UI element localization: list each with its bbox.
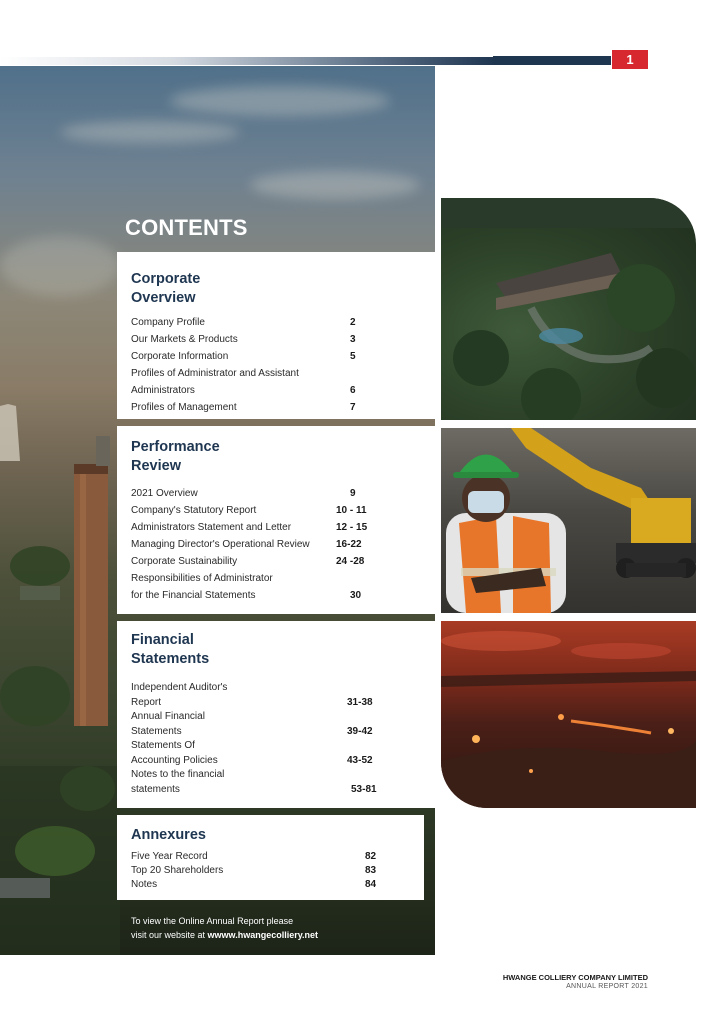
toc-entry-page: 9: [350, 488, 356, 499]
online-note-line2: [131, 928, 318, 942]
toc-entry-page: 53-81: [351, 784, 377, 795]
corporate-title-line1: Corporate: [131, 271, 201, 287]
contents-title: CONTENTS: [125, 215, 248, 240]
annexures-title: Annexures: [131, 827, 206, 843]
toc-entry-label: Managing Director's Operational Review: [131, 539, 310, 550]
toc-entry-label: Responsibilities of Administrator: [131, 573, 273, 584]
toc-entry-page: 24 -28: [336, 556, 365, 567]
toc-entry-label: Administrators: [131, 385, 195, 396]
online-report-note: [131, 914, 318, 942]
online-note-prefix: visit our website at: [131, 930, 208, 940]
toc-entry-label: 2021 Overview: [131, 488, 198, 499]
toc-entry-label: Company's Statutory Report: [131, 505, 257, 516]
toc-entry-page: 3: [350, 334, 356, 345]
toc-entry-label: Annual Financial: [131, 711, 205, 722]
toc-entry-label: Administrators Statement and Letter: [131, 522, 292, 533]
header-gradient-bar: [0, 57, 495, 65]
toc-entry-label: Corporate Sustainability: [131, 556, 238, 567]
online-note-line1: To view the Online Annual Report please: [131, 916, 294, 926]
miner-worker-photo: [441, 428, 696, 613]
annexures-panel: [117, 815, 424, 900]
toc-entry-label: statements: [131, 784, 180, 795]
financial-statements-panel: [117, 621, 435, 808]
toc-entry-label: Corporate Information: [131, 351, 229, 362]
toc-entry-page: 31-38: [347, 697, 373, 708]
toc-entry-page: 10 - 11: [336, 505, 367, 516]
performance-title-line1: Performance: [131, 439, 220, 455]
toc-entry-page: 12 - 15: [336, 522, 368, 533]
toc-entry-label: Statements Of: [131, 740, 195, 751]
toc-entry-label: Profiles of Management: [131, 402, 237, 413]
toc-entry-page: 6: [350, 385, 356, 396]
toc-entry-label: Statements: [131, 726, 182, 737]
toc-entry-label: Company Profile: [131, 317, 205, 328]
performance-title-line2: Review: [131, 458, 181, 474]
toc-entry-label: Report: [131, 697, 162, 708]
financial-title-line2: Statements: [131, 651, 210, 667]
aerial-campus-photo: [441, 198, 696, 420]
toc-entry-page: 30: [350, 590, 362, 601]
toc-entry-label: Notes to the financial: [131, 769, 225, 780]
toc-entry-label: Independent Auditor's: [131, 682, 228, 693]
toc-entry-page: 43-52: [347, 755, 373, 766]
toc-entry-label: Top 20 Shareholders: [131, 865, 224, 876]
toc-entry-label: Accounting Policies: [131, 755, 218, 766]
toc-entry-page: 5: [350, 351, 356, 362]
financial-title-line1: Financial: [131, 632, 194, 648]
toc-entry-label: Five Year Record: [131, 851, 208, 862]
website-link[interactable]: wwww.hwangecolliery.net: [207, 930, 319, 940]
toc-entry-label: Notes: [131, 879, 158, 890]
toc-entry-page: 84: [365, 879, 377, 890]
night-mine-fire-photo: [441, 621, 696, 808]
toc-entry-page: 2: [350, 317, 356, 328]
toc-entry-page: 16-22: [336, 539, 362, 550]
corporate-overview-panel: [117, 252, 435, 419]
toc-entry-page: 82: [365, 851, 377, 862]
header-navy-bar: [493, 56, 611, 65]
corporate-title-line2: Overview: [131, 290, 196, 306]
toc-entry-page: 7: [350, 402, 356, 413]
toc-entry-page: 39-42: [347, 726, 373, 737]
report-name: ANNUAL REPORT 2021: [566, 983, 648, 990]
toc-entry-label: for the Financial Statements: [131, 590, 256, 601]
company-name: HWANGE COLLIERY COMPANY LIMITED: [502, 973, 648, 982]
toc-entry-label: Our Markets & Products: [131, 334, 238, 345]
toc-entry-page: 83: [365, 865, 377, 876]
toc-entry-label: Profiles of Administrator and Assistant: [131, 368, 299, 379]
page-number: 1: [612, 50, 648, 69]
performance-review-panel: [117, 426, 435, 614]
